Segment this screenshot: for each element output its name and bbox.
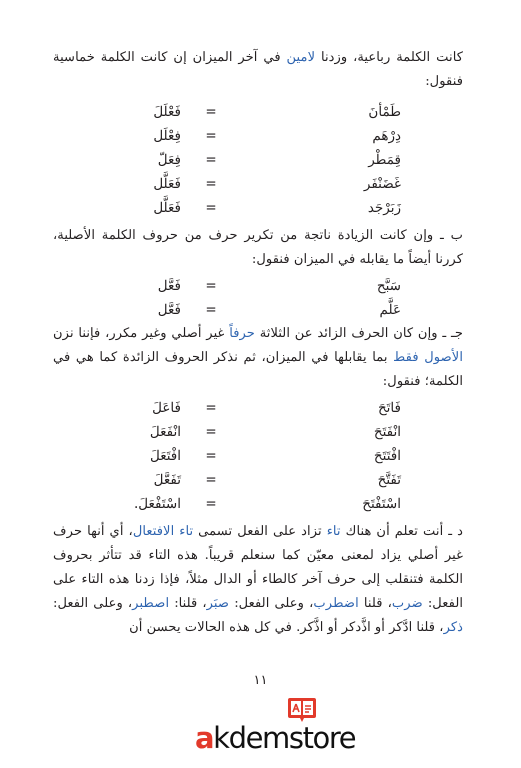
text-span: د ـ أنت تعلم أن هناك xyxy=(340,524,464,539)
example-pattern: انْفَعَلَ xyxy=(149,424,181,440)
example-pattern: فَعَلَّل xyxy=(153,200,181,216)
paragraph-ifti-al-taa xyxy=(53,520,463,640)
example-row xyxy=(0,396,521,420)
akdemstore-logo xyxy=(195,697,391,759)
equals-sign: = xyxy=(205,496,217,512)
text-span: ، أي أنها حرف غير أصلي يزاد لمعنى معيّن كما سنعلم قريباً. هذه التاء قد تتأثر بحروف الكلمة فتنقلب إلى حرف آخر كالطاء أو الدال مثلاً، فإذا زدنا هذه التاء على الفعل: xyxy=(53,524,463,611)
example-pattern: فَعَّل xyxy=(157,278,181,294)
example-row xyxy=(0,274,521,298)
text-span: ، وعلى الفعل: xyxy=(53,596,133,611)
example-row xyxy=(0,100,521,124)
equals-sign: = xyxy=(205,278,217,294)
text-span: ، وعلى الفعل: xyxy=(229,596,314,611)
example-pattern: اسْتَفْعَلَ. xyxy=(134,496,181,512)
text-span: في آخر الميزان إن كانت الكلمة خماسية فنقول: xyxy=(53,50,463,89)
logo-rest: kdemstore xyxy=(213,721,356,755)
equals-sign: = xyxy=(205,302,217,318)
text-span: ، قلنا xyxy=(358,596,392,611)
example-row xyxy=(0,148,521,172)
equals-sign: = xyxy=(205,472,217,488)
example-row xyxy=(0,420,521,444)
equals-sign: = xyxy=(205,104,217,120)
text-span: ، قلنا ادَّكر أو اذَّدكر أو اذَّكر. في كل هذه الحالات يحسن أن xyxy=(129,620,444,635)
example-pattern: تَفَعَّلَ xyxy=(153,472,181,488)
equals-sign: = xyxy=(205,128,217,144)
text-span: ، قلنا: xyxy=(169,596,207,611)
example-row xyxy=(0,124,521,148)
page-number: ١١ xyxy=(253,673,268,688)
example-pattern: فَاعَلَ xyxy=(152,400,181,416)
highlight-dhakara: ذكر xyxy=(443,620,463,635)
text-span: تزاد على الفعل تسمى xyxy=(193,524,327,539)
example-word: فَاتَحَ xyxy=(377,400,401,416)
example-word: دِرْهَم xyxy=(372,128,401,144)
example-row xyxy=(0,444,521,468)
equals-sign: = xyxy=(205,448,217,464)
paragraph-quinary-rule xyxy=(53,46,463,94)
example-word: عَلَّم xyxy=(379,302,401,318)
example-pattern: فِعْلَل xyxy=(153,128,181,144)
example-row xyxy=(0,492,521,516)
highlight-harfan: حرفاً xyxy=(229,326,255,341)
highlight-lamayn: لامين xyxy=(286,50,316,65)
text-span: ب ـ وإن كانت الزيادة ناتجة من تكرير حرف من حروف الكلمة الأصلية، كررنا أيضاً ما يقابله في الميزان فنقول: xyxy=(53,228,463,267)
text-span: بما يقابلها في الميزان، ثم نذكر الحروف الزائدة كما هي في الكلمة؛ فنقول: xyxy=(53,350,463,389)
example-row xyxy=(0,298,521,322)
highlight-roots-only: الأصول فقط xyxy=(393,350,463,365)
example-word: زَبَرْجَد xyxy=(367,200,401,216)
highlight-taa: تاء xyxy=(326,524,341,539)
example-pattern: فَعَلَّل xyxy=(153,176,181,192)
example-word: تَفَتَّحَ xyxy=(377,472,401,488)
example-word: غَضَنْفَر xyxy=(363,176,401,192)
equals-sign: = xyxy=(205,424,217,440)
example-word: اسْتَفْتَحَ xyxy=(362,496,401,512)
paragraph-extra-letter-rule xyxy=(53,322,463,394)
example-word: طَمْأنَ xyxy=(368,104,401,120)
example-word: افْتَتَحَ xyxy=(373,448,401,464)
logo-accent-letter: a xyxy=(195,721,214,755)
example-pattern: افْتَعَلَ xyxy=(149,448,181,464)
example-row xyxy=(0,468,521,492)
text-span: جـ ـ وإن كان الحرف الزائد عن الثلاثة xyxy=(254,326,463,341)
example-row xyxy=(0,196,521,220)
example-row xyxy=(0,172,521,196)
text-span: كانت الكلمة رباعية، وزدنا xyxy=(315,50,463,65)
example-word: قِمَطْر xyxy=(368,152,401,168)
paragraph-repetition-rule xyxy=(53,224,463,272)
equals-sign: = xyxy=(205,152,217,168)
example-pattern: فَعْلَلَ xyxy=(153,104,181,120)
book-icon xyxy=(287,697,317,723)
example-word: انْفَتَحَ xyxy=(373,424,401,440)
equals-sign: = xyxy=(205,176,217,192)
highlight-sabara: صبَر xyxy=(206,596,230,611)
highlight-taa-iftiaal: تاء الافتعال xyxy=(132,524,194,539)
highlight-istabara: اصطبر xyxy=(132,596,170,611)
text-span: غير أصلي وغير مكرر، فإننا نزن xyxy=(53,326,230,341)
example-word: سَبَّح xyxy=(376,278,401,294)
equals-sign: = xyxy=(205,400,217,416)
logo-wordmark xyxy=(195,721,391,755)
highlight-idtaraba: اضطرب xyxy=(313,596,359,611)
example-pattern: فَعَّل xyxy=(157,302,181,318)
equals-sign: = xyxy=(205,200,217,216)
highlight-daraba: ضرب xyxy=(391,596,423,611)
example-pattern: فِعَلّ xyxy=(157,152,181,168)
